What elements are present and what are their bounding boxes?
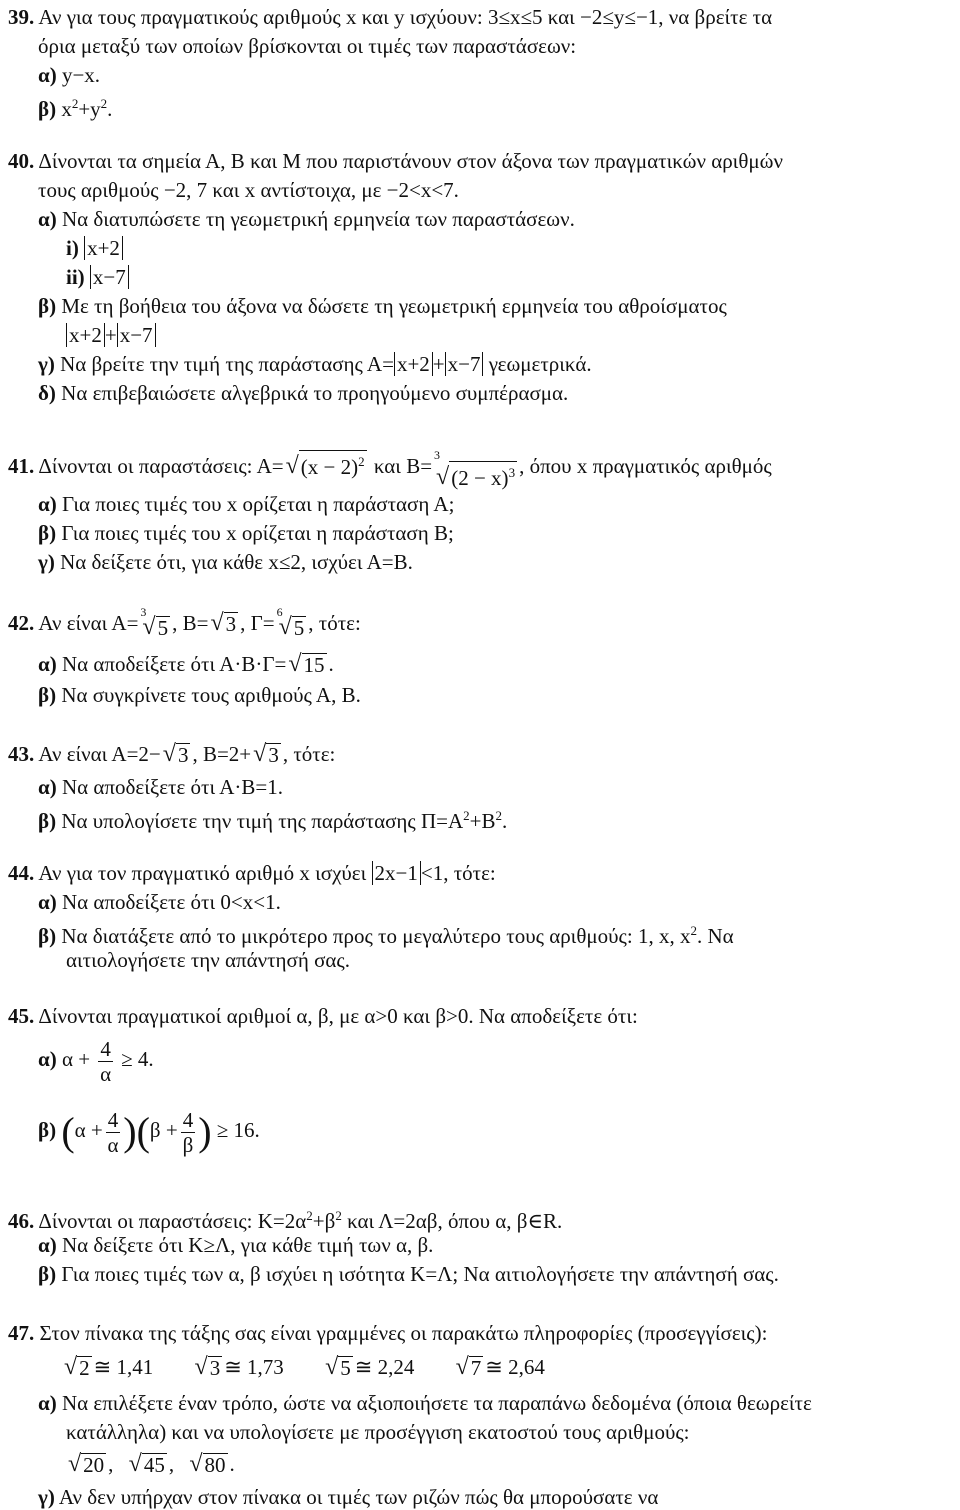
root-item: √ 20 [68,1451,105,1477]
problem-45-part-b: β) (α + $\frac{4}{\alpha}$ )(β + $\frac{4}{\beta}$ ) ≥ 16. [38,1107,260,1157]
radical-icon: √ [64,1354,78,1380]
problem-number: 46. [8,1209,35,1233]
plus-sign: + [104,323,117,347]
problem-text-end: , όπου x πραγματικός αριθμός [519,454,772,478]
part-label: α) [38,890,57,914]
problem-39-part-a [38,62,100,88]
right-paren: ) [123,1109,137,1155]
cube-root-b: 3 √ $(2 - x)^3$ [434,448,516,490]
part-label: α) [38,775,57,799]
radical-icon: √ [325,1354,339,1380]
part-label: γ) [38,352,55,376]
problem-47-part-a-line2: κατάλληλα) και να υπολογίσετε με προσέγγιση εκατοστού τους αριθμούς: [66,1420,690,1444]
part-label: β) [38,1118,57,1142]
problem-40-sum [66,322,156,348]
square-root-a: √ $(x - 2)^2$ [286,450,367,478]
part-label: α) [38,492,57,516]
part-text: Να αποδείξετε ότι Α·Β·Γ= [61,652,287,676]
problem-46 [8,1203,562,1234]
absolute-value: x+2 [394,352,433,376]
part-text: Να υπολογίσετε την τιμή της παράστασης $\Pi=A^2+B^2$. [61,808,508,833]
part-label: β) [38,294,57,318]
problem-39-line2: όρια μεταξύ των οποίων βρίσκονται οι τιμές των παραστάσεων: [38,34,577,58]
absolute-value: x−7 [117,323,156,347]
problem-44: 44. Αν για τον πραγματικό αριθμό x ισχύει 2x−1 <1, τότε: [8,861,496,885]
absolute-value: x−7 [90,265,129,289]
problem-number: 39. [8,5,35,29]
problem-text: Δίνονται οι παραστάσεις: $K=2\alpha^2+\beta^2$ και Λ=2αβ, όπου α, β∈R. [38,1208,563,1233]
subpart-label: i) [66,236,79,260]
part-text-end: γεωμετρικά. [488,352,592,376]
problem-46-part-a [38,1232,433,1258]
problem-41-part-b [38,520,454,546]
problem-40-line2: τους αριθμούς −2, 7 και x αντίστοιχα, με −2<x<7. [38,178,459,202]
part-text: Να αποδείξετε ότι Α·Β=1. [61,775,283,799]
part-text: Να επιβεβαιώσετε αλγεβρικά το προηγούμενο συμπέρασμα. [61,381,569,405]
problem-text-mid: και Β= [373,454,433,478]
part-label: β) [38,97,57,121]
problem-44-part-b [38,918,734,949]
problem-number: 40. [8,149,35,173]
part-label: α) [38,1391,57,1415]
problem-47-part-a [38,1390,812,1416]
part-label: γ) [38,550,55,574]
radical-icon: √ [142,614,156,640]
problem-text: Δίνονται οι παραστάσεις: Α= [38,454,284,478]
problem-40-subpart-i [66,235,123,261]
square-root-b: √ 3 [210,610,237,636]
problem-text: Αν για τον πραγματικό αριθμό x ισχύει [38,861,367,885]
problem-43-part-b [38,803,507,834]
problem-number: 43. [8,742,35,766]
fraction: $\frac{4}{\alpha}$ [100,1036,112,1086]
part-text: Να διατυπώσετε τη γεωμετρική ερμηνεία των παραστάσεων. [61,207,575,231]
part-text: Να διατάξετε από το μικρότερο προς το μεγαλύτερο τους αριθμούς: 1, x, $x^2$. Να [61,923,734,948]
radical-icon: √ [436,464,450,490]
problem-44-part-a [38,889,281,915]
radical-icon: √ [194,1354,208,1380]
problem-40-part-a [38,206,575,232]
radical-icon: √ [278,614,292,640]
part-label: α) [38,1047,57,1071]
part-text: Με τη βοήθεια του άξονα να δώσετε τη γεωμετρική ερμηνεία του αθροίσματος [61,294,727,318]
part-text: Να επιλέξετε έναν τρόπο, ώστε να αξιοποιήσετε τα παραπάνω δεδομένα (όποια θεωρείτε [61,1391,812,1415]
radical-icon: √ [128,1451,142,1477]
problem-40-subpart-ii [66,264,129,290]
problem-text: Αν για τους πραγματικούς αριθμούς x και y ισχύουν: 3≤x≤5 και −2≤y≤−1, να βρείτε τα [38,5,773,29]
radical-icon: √ [288,651,302,677]
part-text: Για ποιες τιμές των α, β ισχύει η ισότητα Κ=Λ; Να αιτιολογήσετε την απάντησή σας. [61,1262,779,1286]
part-text: Αν δεν υπήρχαν στον πίνακα οι τιμές των ριζών πώς θα μπορούσατε να [58,1485,659,1509]
approx-item: √ 5 [325,1354,351,1380]
fraction: $\frac{4}{\alpha}$ [107,1107,119,1157]
problem-42-part-b [38,682,361,708]
part-text: Να βρείτε την τιμή της παράστασης Α= [60,352,394,376]
part-label: δ) [38,381,56,405]
problem-41 [8,446,772,489]
approx-item: √ 7 [455,1354,482,1380]
absolute-value: 2x−1 [372,861,421,885]
problem-40-part-b [38,293,727,319]
problem-number: 41. [8,454,35,478]
part-text: Για ποιες τιμές του x ορίζεται η παράσταση Β; [61,521,454,545]
absolute-value: x+2 [84,236,123,260]
approx-item: √ 2 [64,1354,90,1380]
problem-42-part-a: α) Να αποδείξετε ότι Α·Β·Γ= √ 15 . [38,651,334,677]
part-label: γ) [38,1485,55,1509]
problem-46-part-b [38,1261,779,1287]
subpart-label: ii) [66,265,85,289]
problem-43-part-a [38,774,283,800]
sixth-root-c: 6 √ 5 [276,605,305,640]
radical-icon: √ [210,610,224,636]
radical-icon: √ [68,1451,82,1477]
problem-text: Δίνονται τα σημεία Α, Β και Μ που παριστάνουν στον άξονα των πραγματικών αριθμών [38,149,783,173]
problem-41-part-a [38,491,454,517]
problem-text: Αν είναι Α= [38,611,139,635]
square-root-a: √ 3 [162,741,189,767]
square-root: √ 15 [288,651,325,677]
problem-47 [8,1320,767,1346]
fraction: $\frac{4}{\beta}$ [182,1107,194,1157]
problem-45 [8,1003,638,1029]
absolute-value: x+2 [66,323,105,347]
part-label: β) [38,924,57,948]
problem-40 [8,148,783,174]
approx-item: √ 3 [194,1354,221,1380]
problem-number: 47. [8,1321,35,1345]
radical-icon: √ [455,1354,469,1380]
problem-42: 42. Αν είναι Α= 3 √ 5 , Β= √ 3 , Γ= 6 √ 5 , τότε: [8,605,361,640]
plus-sign: + [432,352,445,376]
problem-text: Δίνονται πραγματικοί αριθμοί α, β, με α>0 και β>0. Να αποδείξετε ότι: [38,1004,638,1028]
problem-number: 45. [8,1004,35,1028]
part-text: Να συγκρίνετε τους αριθμούς Α, Β. [61,683,361,707]
part-text: Να δείξετε ότι, για κάθε x≤2, ισχύει Α=Β. [60,550,413,574]
part-label: β) [38,683,57,707]
left-paren: ( [136,1109,150,1155]
part-text: $x^2+y^2$. [61,96,113,121]
problem-39 [8,4,772,30]
problem-text: Αν είναι Α=2− [38,742,161,766]
part-label: β) [38,809,57,833]
cube-root-a: 3 √ 5 [140,605,169,640]
problem-47-part-g [38,1484,658,1510]
radical-icon: √ [253,741,267,767]
absolute-value: x−7 [445,352,484,376]
problem-41-part-g [38,549,413,575]
part-text: Για ποιες τιμές του x ορίζεται η παράσταση Α; [61,492,455,516]
radical-icon: √ [162,741,176,767]
problem-40-part-d [38,380,568,406]
part-text: y−x. [61,63,101,87]
problem-45-part-a: α) α + $\frac{4}{\alpha}$ ≥ 4. [38,1036,154,1086]
right-paren: ) [198,1109,212,1155]
problem-43: 43. Αν είναι Α=2− √ 3 , Β=2+ √ 3 , τότε: [8,741,336,767]
numbers-row: √ 20 , √ 45 , √ 80 . [68,1451,235,1477]
problem-text: Στον πίνακα της τάξης σας είναι γραμμένες οι παρακάτω πληροφορίες (προσεγγίσεις): [39,1321,768,1345]
radical-icon: √ [189,1451,203,1477]
problem-39-part-b [38,91,112,122]
part-label: β) [38,521,57,545]
radical-icon: √ [285,453,299,479]
problem-40-part-g [38,351,592,377]
part-label: β) [38,1262,57,1286]
root-item: √ 45 [128,1451,165,1477]
part-label: α) [38,207,57,231]
part-label: α) [38,63,57,87]
root-item: √ 80 [189,1451,226,1477]
part-text: Να αποδείξετε ότι 0<x<1. [61,890,281,914]
problem-number: 42. [8,611,35,635]
part-label: α) [38,652,57,676]
part-label: α) [38,1233,57,1257]
problem-number: 44. [8,861,35,885]
left-paren: ( [61,1109,75,1155]
problem-44-part-b-line2: αιτιολογήσετε την απάντησή σας. [66,948,350,972]
part-text: Να δείξετε ότι Κ≥Λ, για κάθε τιμή των α, β. [61,1233,434,1257]
square-root-b: √ 3 [253,741,279,767]
approximations-row: √ 2 ≅ 1,41 √ 3 ≅ 1,73 √ 5 ≅ 2,24 √ 7 ≅ 2,64 [64,1354,545,1380]
